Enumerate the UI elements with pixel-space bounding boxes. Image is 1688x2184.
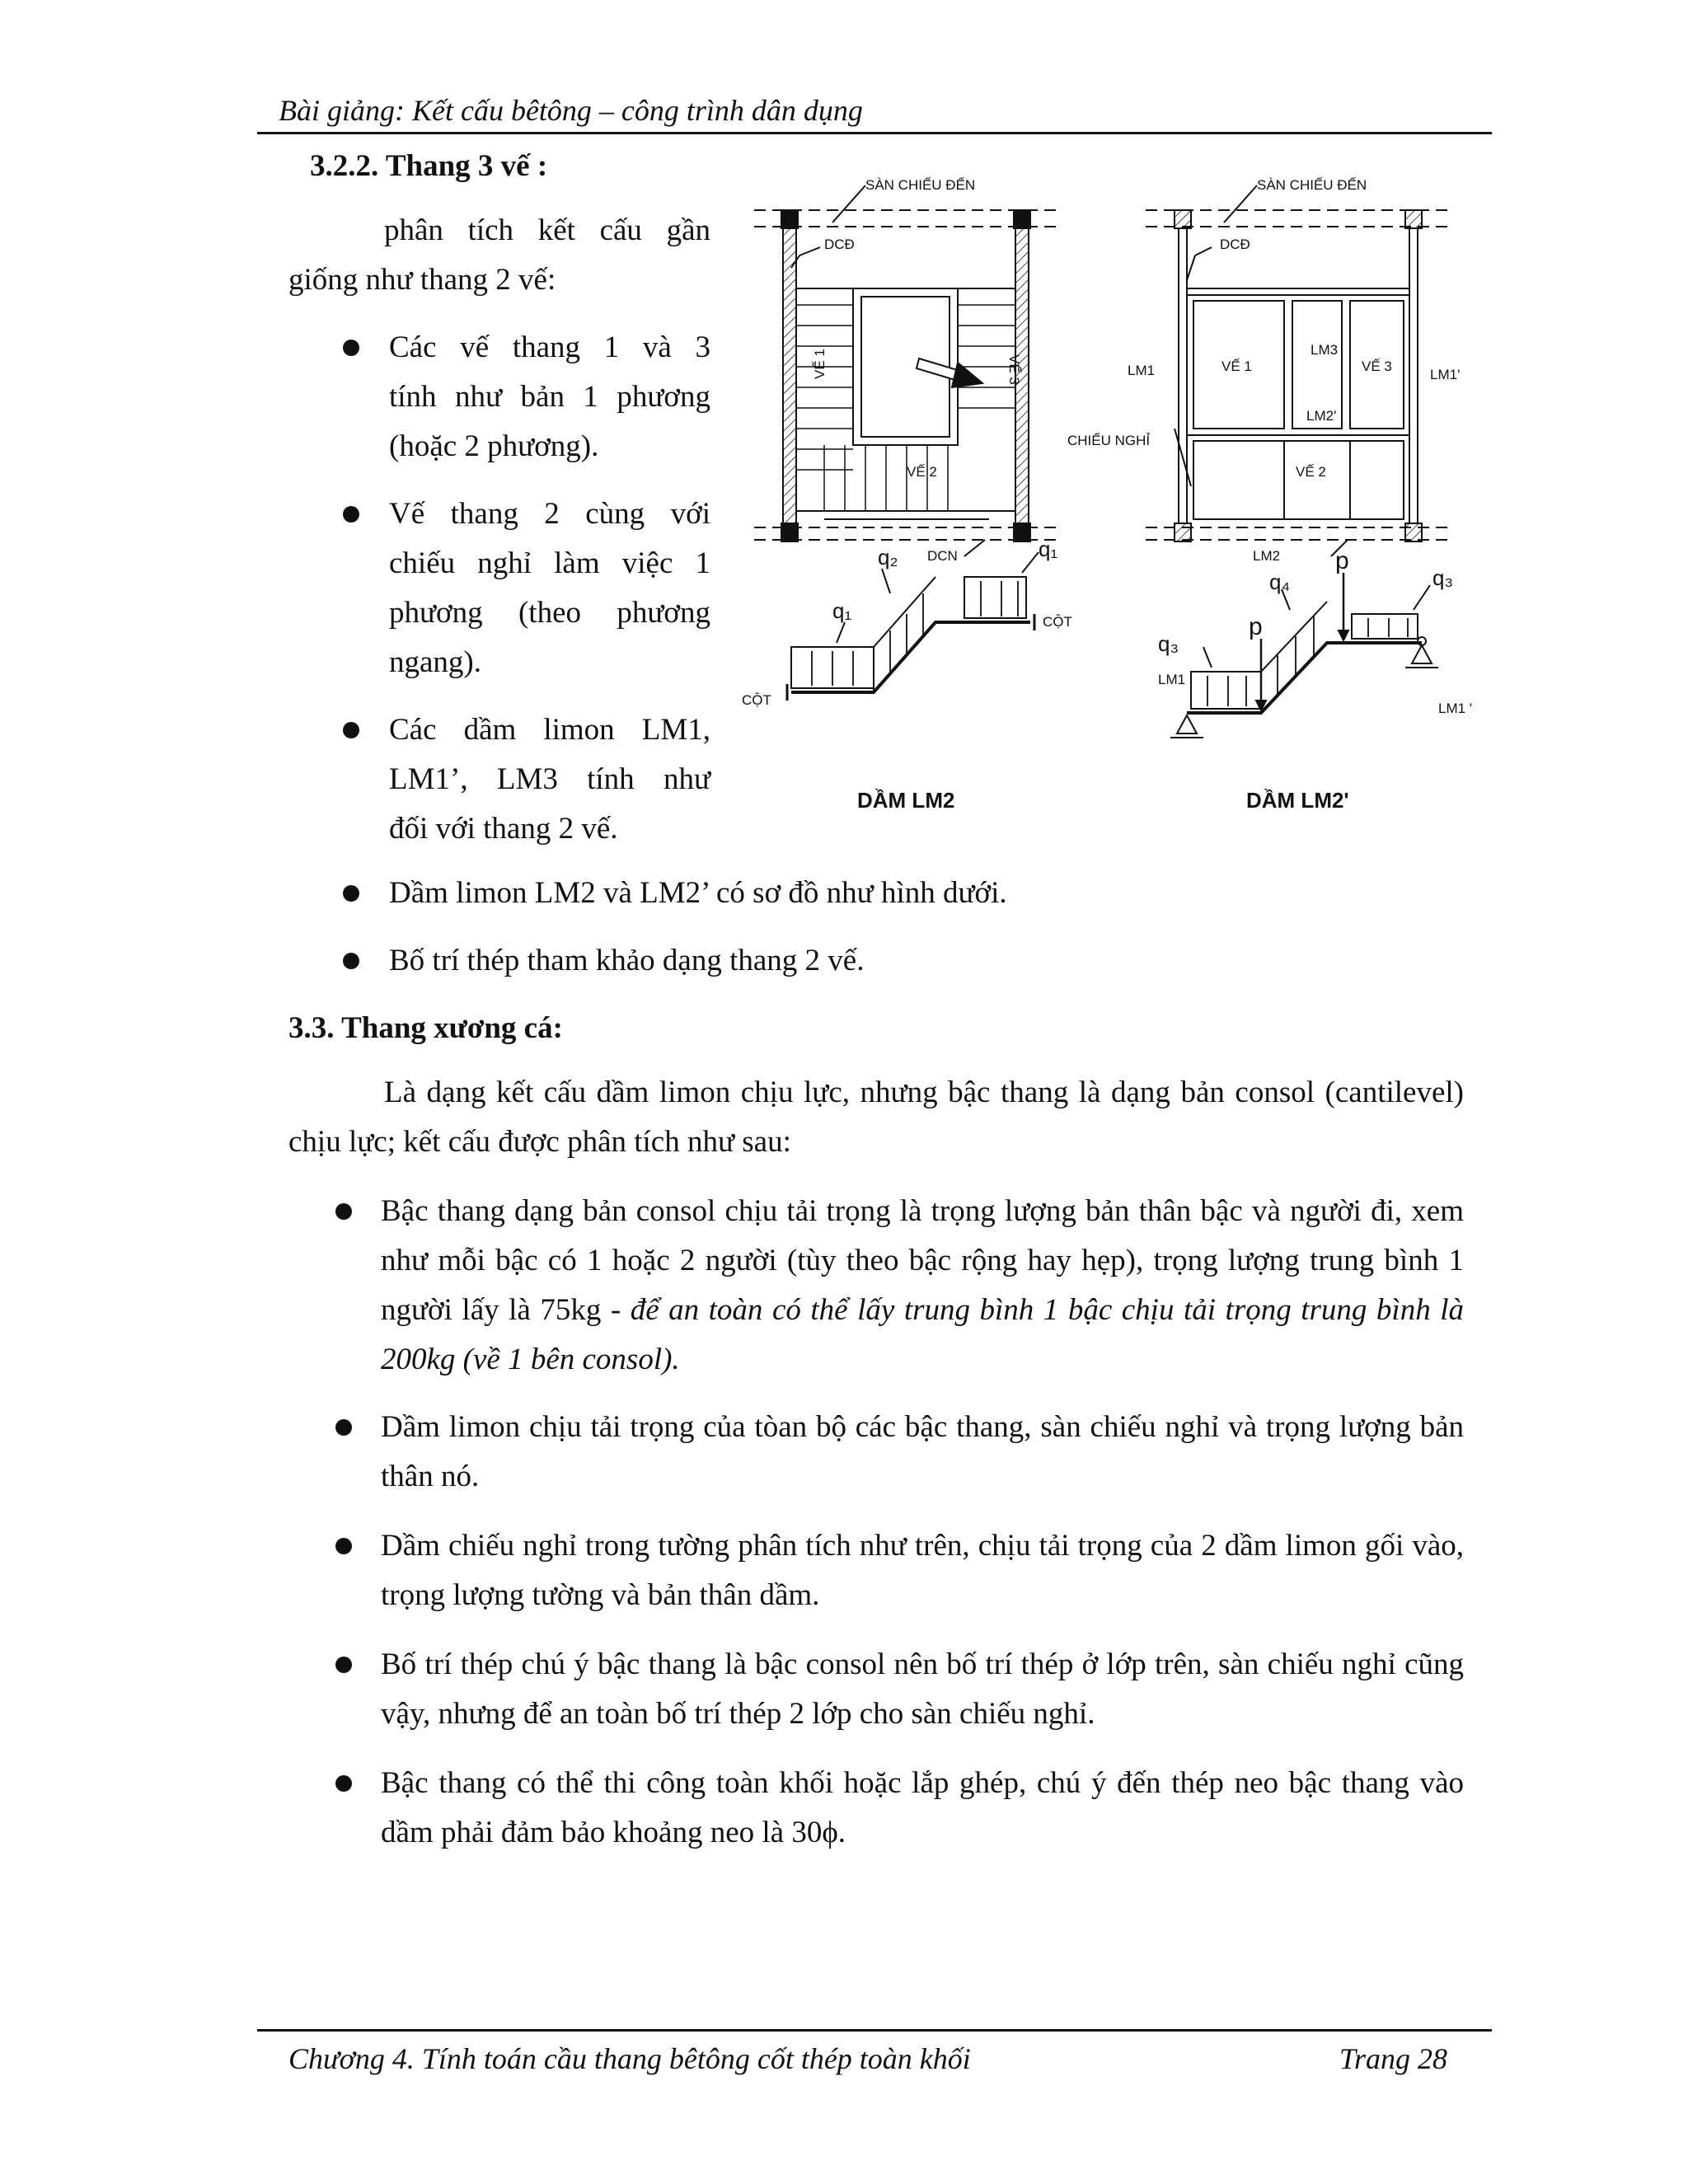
plan2-ve2-label: VẾ 2 (1296, 464, 1326, 480)
beam2-q3b-label: q₃ (1432, 565, 1454, 590)
section-33-bullet-3: Dầm chiếu nghỉ trong tường phân tích như trên, chịu tải trọng của 2 dầm limon gối vào, trọng lượng tường và bản thân dầm. (381, 1529, 1464, 1612)
plan1-ve1-label: VẾ 1 (812, 349, 828, 379)
section-33-bullet-4: Bố trí thép chú ý bậc thang là bậc consol nên bố trí thép ở lớp trên, sàn chiếu nghỉ cũng vậy, nhưng để an toàn bố trí thép 2 lớp cho sàn chiếu nghỉ. (381, 1647, 1464, 1731)
section-33-bullet-1 (381, 1187, 1464, 1385)
plan2-ve3-label: VẾ 3 (1362, 359, 1392, 374)
page-header: Bài giảng: Kết cấu bêtông – công trình dân dụng (279, 94, 863, 127)
bullet-marker (343, 340, 359, 356)
bullet-1-italic-text: để an toàn có thể lấy trung bình 1 bậc chịu tải trọng trung bình là 200kg (về 1 bên consol). (381, 1293, 1465, 1376)
bullet3-line2: LM1’, LM3 tính như (389, 762, 710, 796)
beam2-lm1p-label: LM1 ' (1438, 701, 1473, 716)
beam-lm2 (787, 552, 1039, 701)
bullet2-line2: chiếu nghỉ làm việc 1 (389, 546, 710, 580)
plan1-ve3-label: VẾ 3 (1006, 354, 1022, 385)
plan2-chieu-nghi-label: CHIẾU NGHỈ (1067, 433, 1151, 448)
intro-line-1: phân tích kết cấu gần (384, 213, 710, 247)
plan2-ve1-label: VẾ 1 (1221, 359, 1252, 374)
bullet1-line3: (hoặc 2 phương). (389, 429, 599, 463)
bullet1-line2: tính như bản 1 phương (389, 380, 710, 414)
footer-rule (257, 2029, 1492, 2032)
bullet-marker (343, 722, 359, 738)
bullet2-line3: phương (theo phương (389, 596, 710, 630)
plan2-lm2p-label: LM2' (1306, 408, 1337, 424)
plan1-ve2-label: VẾ 2 (907, 464, 937, 480)
bullet-1-normal-text: Bậc thang dạng bản consol chịu tải trọng là trọng lượng bản thân bậc và người đi, xem như mỗi bậc có 1 hoặc 2 người (tùy theo bậc rộng hay hẹp), trọng lượng trung bình 1 người lấy là 75kg - (381, 1194, 1464, 1327)
beam1-title: DẦM LM2 (857, 788, 955, 813)
beam2-p1-label: p (1249, 613, 1263, 640)
header-rule (257, 132, 1492, 134)
bullet2-line4: ngang). (389, 645, 481, 679)
plan2-dcd-label: DCĐ (1220, 237, 1250, 252)
bullet-marker (335, 1538, 352, 1554)
plan1-dcn-label: DCN (927, 548, 958, 564)
beam1-q1a-label: q₁ (832, 598, 852, 623)
plan2-lm2-label: LM2 (1253, 548, 1281, 564)
bullet-marker (335, 1419, 352, 1436)
beam2-lm1-label: LM1 (1158, 672, 1186, 687)
beam1-q2-label: q₂ (878, 545, 898, 569)
bullet-marker (335, 1203, 352, 1220)
plan-2 (1146, 185, 1451, 556)
bullet-marker (343, 953, 359, 969)
beam2-p2-label: p (1335, 547, 1349, 574)
section-33-bullet-5: Bậc thang có thể thi công toàn khối hoặc lắp ghép, chú ý đến thép neo bậc thang vào dầm phải đảm bảo khoảng neo là 30ϕ. (381, 1766, 1464, 1849)
plan2-lm3-label: LM3 (1311, 342, 1339, 358)
plan2-lm1p-label: LM1' (1430, 367, 1461, 382)
section-heading-33: 3.3. Thang xương cá: (288, 1011, 563, 1045)
section-33-intro: Là dạng kết cấu dầm limon chịu lực, nhưng bậc thang là dạng bản consol (cantilevel) chịu lực; kết cấu được phân tích như sau: (288, 1076, 1464, 1159)
beam1-cot-left-label: CỘT (742, 692, 771, 708)
section-heading-322: 3.2.2. Thang 3 vế : (310, 149, 548, 183)
bullet-marker (335, 1657, 352, 1673)
footer-page-number: Trang 28 (1339, 2042, 1448, 2075)
beam1-q1b-label: q₁ (1039, 537, 1058, 561)
bullet1-line1: Các vế thang 1 và 3 (389, 330, 710, 364)
bullet-marker (343, 506, 359, 523)
intro-line-2: giống như thang 2 vế: (288, 263, 556, 297)
beam2-title: DẦM LM2' (1246, 788, 1349, 813)
beam2-q4-label: q₄ (1269, 569, 1291, 594)
bullet-marker (343, 885, 359, 902)
bullet3-line1: Các dầm limon LM1, (389, 713, 710, 747)
beam-lm2-prime (1170, 573, 1438, 738)
plan2-san-label: SÀN CHIẾU ĐẾN (1257, 177, 1367, 193)
footer-chapter: Chương 4. Tính toán cầu thang bêtông cốt thép toàn khối (288, 2042, 971, 2075)
full-bullet-2: Bố trí thép tham khảo dạng thang 2 vế. (389, 944, 865, 977)
beam2-q3a-label: q₃ (1158, 631, 1179, 656)
section-33-bullet-2: Dầm limon chịu tải trọng của tòan bộ các bậc thang, sàn chiếu nghỉ và trọng lượng bản thân nó. (381, 1410, 1464, 1493)
bullet2-line1: Vế thang 2 cùng với (389, 497, 710, 531)
plan2-lm1-label: LM1 (1128, 363, 1156, 378)
stair-figure (742, 165, 1492, 841)
bullet3-line3: đối với thang 2 vế. (389, 812, 618, 846)
beam1-cot-right-label: CỘT (1043, 614, 1072, 630)
plan1-dcd-label: DCĐ (824, 237, 855, 252)
bullet-marker (335, 1775, 352, 1792)
plan1-san-label: SÀN CHIẾU ĐẾN (865, 177, 976, 193)
full-bullet-1: Dầm limon LM2 và LM2’ có sơ đồ như hình dưới. (389, 876, 1007, 910)
